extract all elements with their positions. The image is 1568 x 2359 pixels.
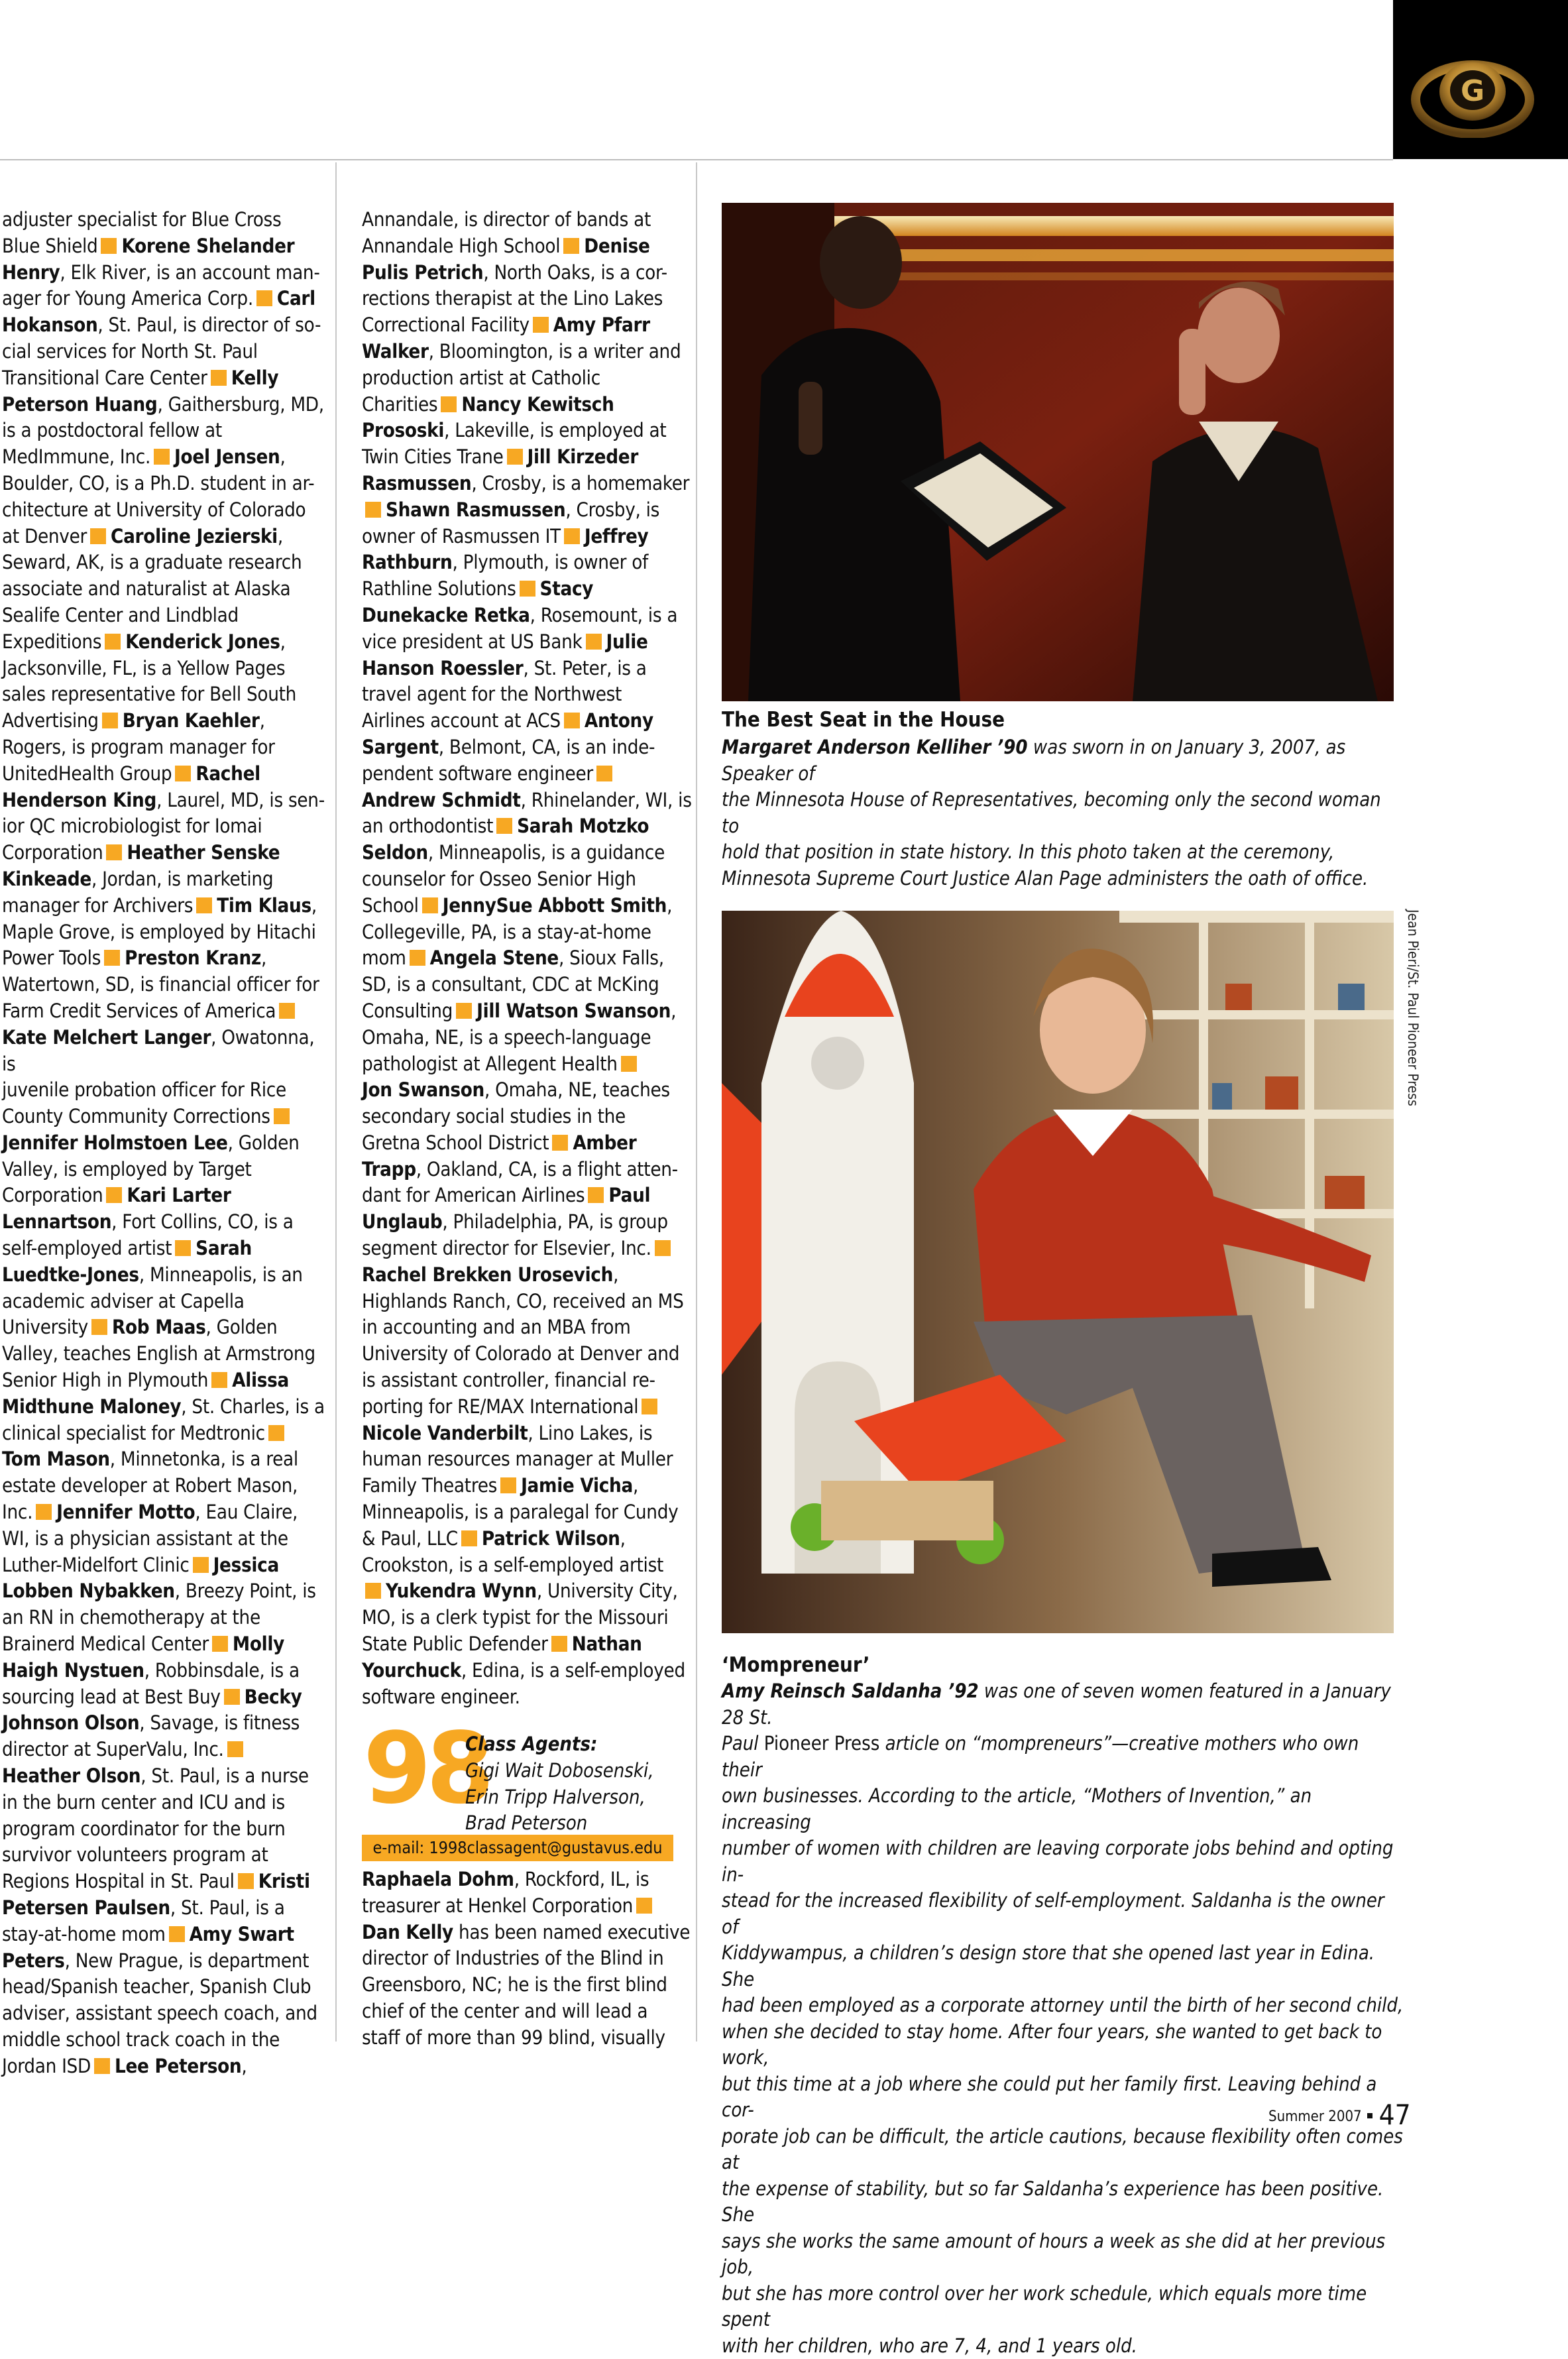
bullet-square-icon [655, 1240, 671, 1256]
bullet-square-icon [94, 2058, 110, 2074]
text-run: , Savage, is fitness director at SuperValu, Inc. [2, 1711, 300, 1761]
alumni-name: Stacy Dunekacke Retka [362, 577, 594, 626]
text-run: , St. Charles, is a clinical specialist for Medtronic [2, 1395, 325, 1444]
bullet-square-icon [154, 449, 170, 465]
alumni-name: Rachel Henderson King [2, 762, 260, 811]
alumni-name: Nancy Kewitsch Prososki [362, 392, 614, 442]
text-run: , Minneapolis, is a paralegal for Cundy & Paul, LLC [362, 1474, 679, 1550]
text-run: , Golden Valley, is employed by Target Corporation [2, 1131, 300, 1207]
publication-name: Pioneer Press [763, 1732, 880, 1755]
bullet-square-icon [586, 634, 602, 650]
bullet-square-icon [552, 1135, 568, 1151]
class-ring-icon [1410, 52, 1535, 138]
bullet-square-icon [175, 766, 191, 781]
text-run: , Fort Collins, CO, is a self-employed artist [2, 1210, 294, 1260]
text-run: article on “mompreneurs”—creative mothers who own their own businesses. According to the article, “Mothers of Invention,” an increasing number of women with children are leaving corporate jobs behind and opting in- stead for the increased flexibility of self-employment. Saldanha is the owner of Kiddywampus, a children’s design store that she opened last year in Edina. She had been employed as a corporate attorney until the birth of her second child, when she decided to stay home. After four years, she wanted to get back to work, but this time at a job where she could put her family first. Leaving behind a cor- porate job can be difficult, the article cautions, because flexibility often comes at the expense of stability, but so far Saldanha’s experience has been positive. She says she works the same amount of hours a week as she did at her previous job, but she has more control over her work schedule, which equals more time spent with her children, who are 7, 4, and 1 years old. [722, 1732, 1404, 2357]
text-run: , New Prague, is department head/Spanish teacher, Spanish Club adviser, assistant speech coach, and middle school track coach in the Jordan ISD [2, 1949, 317, 2077]
class-year-heading: 98 [363, 1711, 489, 1825]
bullet-square-icon [596, 766, 612, 781]
bullet-square-icon [106, 844, 122, 860]
alumni-name: Kari Larter Lennartson [2, 1184, 231, 1234]
bullet-square-icon [211, 370, 227, 386]
text-run: was sworn in on January 3, 2007, as Speaker of the Minnesota House of Representatives, becoming only the second woman to hold that position in state history. In this photo taken at the ceremony, Minnesota Supreme Court Justice Alan Page administers the oath of office. [722, 736, 1381, 890]
header-rule [0, 159, 1393, 160]
alumni-name: Kristi Petersen Paulsen [2, 1870, 310, 1919]
alumni-name: Tim Klaus [217, 893, 311, 917]
text-run: , Rosemount, is a vice president at US Bank [362, 603, 678, 653]
alumni-name: Kate Melchert Langer [2, 1025, 211, 1049]
bullet-square-icon [238, 1873, 254, 1889]
text-run: , Jacksonville, FL, is a Yellow Pages sales representative for Bell South Advertising [2, 630, 297, 732]
text-run: , Laurel, MD, is sen- ior QC microbiologist for Iomai Corporation [2, 788, 325, 864]
page-number: 47 [1378, 2099, 1411, 2131]
alumni-name: Kenderick Jones [125, 630, 280, 653]
alumni-name: Carl Hokanson [2, 287, 315, 337]
alumni-name: Jon Swanson [362, 1078, 484, 1102]
alumni-name: Yukendra Wynn [386, 1580, 537, 1603]
alumni-name: Korene Shelander Henry [2, 234, 295, 284]
footer-bullet-icon [1367, 2113, 1372, 2118]
alumni-name: Amy Reinsch Saldanha ’92 [722, 1680, 979, 1702]
text-run: , Plymouth, is owner of Rathline Solutions [362, 551, 649, 601]
text-run: , Lino Lakes, is human resources manager at Muller Family Theatres [362, 1421, 673, 1497]
text-run: , Collegeville, PA, is a stay-at-home mom [362, 893, 673, 970]
text-run: adjuster specialist for Blue Cross Blue Shield [2, 208, 282, 257]
alumni-name: Nathan Yourchuck [362, 1633, 642, 1682]
alumni-name: Antony Sargent [362, 709, 653, 758]
alumni-name: Rachel Brekken Urosevich [362, 1263, 614, 1286]
text-run: , Highlands Ranch, CO, received an MS in accounting and an MBA from University of Colorado at Denver and is assistant controller, financial re- porting for RE/MAX International [362, 1263, 684, 1418]
bullet-square-icon [533, 317, 549, 333]
bullet-square-icon [621, 1056, 637, 1072]
text-run: , Boulder, CO, is a Ph.D. student in ar- chitecture at University of Colorado at Denver [2, 445, 315, 547]
alumni-name: Molly Haigh Nystuen [2, 1633, 285, 1682]
text-run: , Oakland, CA, is a flight atten- dant for American Airlines [362, 1157, 678, 1207]
text-run: , Edina, is a self-employed software engineer. [362, 1658, 685, 1708]
text-run: , Watertown, SD, is financial officer for Farm Credit Services of America [2, 947, 319, 1022]
text-run: , Philadelphia, PA, is group segment director for Elsevier, Inc. [362, 1210, 668, 1260]
text-run: , [241, 2054, 247, 2077]
bullet-square-icon [441, 396, 457, 412]
text-run: , Breezy Point, is an RN in chemotherapy at the Brainerd Medical Center [2, 1580, 316, 1656]
alumni-name: Preston Kranz [125, 947, 262, 970]
photo2-caption-body [722, 1678, 1404, 2359]
mompreneur-photo [722, 911, 1394, 1633]
class-notes-column-2 [362, 207, 693, 1710]
text-run: , Belmont, CA, is an inde- pendent software engineer [362, 735, 655, 785]
alumni-name: Andrew Schmidt [362, 788, 521, 811]
bullet-square-icon [175, 1240, 191, 1256]
alumni-name: Alissa Midthune Maloney [2, 1369, 289, 1418]
bullet-square-icon [422, 897, 438, 913]
alumni-name: Kelly Peterson Huang [2, 366, 279, 416]
text-run: , Gaithersburg, MD, is a postdoctoral fellow at MedImmune, Inc. [2, 392, 324, 469]
alumni-name: Dan Kelly [362, 1920, 453, 1943]
bullet-square-icon [507, 449, 523, 465]
bullet-square-icon [106, 1187, 122, 1203]
alumni-name: Heather Olson [2, 1764, 141, 1788]
text-run: , Rhinelander, WI, is an orthodontist [362, 788, 692, 838]
bullet-square-icon [461, 1530, 477, 1546]
text-run: , Rockford, IL, is treasurer at Henkel Corporation [362, 1868, 649, 1917]
bullet-square-icon [169, 1926, 185, 1942]
bullet-square-icon [90, 528, 106, 544]
text-run: , St. Peter, is a travel agent for the Northwest Airlines account at ACS [362, 656, 647, 732]
text-run: , North Oaks, is a cor- rections therapist at the Lino Lakes Correctional Facility [362, 260, 667, 337]
bullet-square-icon [365, 502, 381, 518]
bullet-square-icon [636, 1898, 652, 1914]
alumni-name: Amy Pfarr Walker [362, 314, 650, 363]
bullet-square-icon [564, 528, 580, 544]
alumni-name: Jennifer Holmstoen Lee [2, 1131, 228, 1154]
bullet-square-icon [211, 1372, 227, 1388]
svg-text:G: G [1460, 74, 1485, 108]
text-run: , Omaha, NE, is a speech-language pathologist at Allegent Health [362, 999, 677, 1075]
alumni-name: Shawn Rasmussen [386, 498, 566, 521]
bullet-square-icon [563, 238, 579, 254]
alumni-name: Becky Johnson Olson [2, 1685, 302, 1735]
text-run: , Robbinsdale, is a sourcing lead at Best Buy [2, 1658, 300, 1708]
alumni-name: Angela Stene [429, 947, 559, 970]
alumni-name: Raphaela Dohm [362, 1868, 514, 1890]
swearing-in-photo [722, 203, 1394, 701]
alumni-name: Julie Hanson Roessler [362, 630, 648, 679]
bullet-square-icon [365, 1583, 381, 1599]
bullet-square-icon [105, 634, 121, 650]
issue-label: Summer 2007 [1268, 2108, 1362, 2125]
alumni-name: Tom Mason [2, 1448, 110, 1471]
bullet-square-icon [456, 1003, 472, 1019]
column-divider [696, 162, 697, 2042]
alumni-name: Sarah Motzko Seldon [362, 815, 649, 864]
text-run: , Bloomington, is a writer and production artist at Catholic Charities [362, 339, 681, 416]
bullet-square-icon [36, 1504, 52, 1520]
alumni-name: Lee Peterson [114, 2054, 242, 2077]
text-run: , Elk River, is an account man- ager for Young America Corp. [2, 260, 320, 310]
text-run: has been named executive director of Industries of the Blind in Greensboro, NC; he is the first blind chief of the center and will lead a staff of more than 99 blind, visually [362, 1920, 691, 2049]
text-run: , Omaha, NE, teaches secondary social studies in the Gretna School District [362, 1078, 670, 1154]
text-run: , Jordan, is marketing manager for Archivers [2, 867, 274, 917]
photo1-caption-title: The Best Seat in the House [722, 708, 1005, 732]
alumni-name: Jessica Lobben Nybakken [2, 1553, 279, 1603]
alumni-name: Margaret Anderson Kelliher ’90 [722, 736, 1028, 758]
bullet-square-icon [564, 713, 580, 728]
text-run: , Maple Grove, is employed by Hitachi Power Tools [2, 893, 317, 970]
bullet-square-icon [256, 290, 272, 306]
bullet-square-icon [193, 1557, 209, 1573]
column-divider [335, 162, 337, 2042]
alumni-name: Bryan Kaehler [122, 709, 260, 732]
text-run: , Seward, AK, is a graduate research associate and naturalist at Alaska Sealife Center and Lindblad Expeditions [2, 524, 302, 653]
class-agents-label: Class Agents: [465, 1733, 598, 1755]
photo2-caption-title: ‘Mompreneur’ [722, 1653, 870, 1677]
bullet-square-icon [279, 1003, 295, 1019]
alumni-name: Jill Kirzeder Rasmussen [362, 445, 639, 494]
text-run: , St. Paul, is a stay-at-home mom [2, 1896, 285, 1945]
bullet-square-icon [91, 1319, 107, 1335]
text-run: , Crookston, is a self-employed artist [362, 1526, 664, 1576]
alumni-name: Nicole Vanderbilt [362, 1421, 528, 1444]
alumni-name: JennySue Abbott Smith [442, 893, 667, 917]
bullet-square-icon [224, 1689, 240, 1705]
alumni-name: Amy Swart Peters [2, 1922, 294, 1972]
bullet-square-icon [520, 581, 535, 597]
bullet-square-icon [102, 713, 118, 728]
alumni-name: Joel Jensen [174, 445, 280, 469]
text-run: , Lakeville, is employed at Twin Cities Trane [362, 419, 667, 469]
bullet-square-icon [104, 950, 120, 966]
bullet-square-icon [227, 1741, 243, 1757]
bullet-square-icon [101, 238, 117, 254]
alumni-name: Jamie Vicha [521, 1474, 633, 1497]
bullet-square-icon [196, 897, 212, 913]
class-notes-column-2-continued [362, 1867, 693, 2051]
photo1-caption-body [722, 734, 1398, 892]
alumni-name: Jill Watson Swanson [476, 999, 671, 1022]
text-run: , Rogers, is program manager for UnitedHealth Group [2, 709, 275, 785]
bullet-square-icon [500, 1477, 516, 1493]
text-run: , Minnetonka, is a real estate developer at Robert Mason, Inc. [2, 1448, 298, 1524]
text-run: Annandale, is director of bands at Annandale High School [362, 208, 651, 257]
bullet-square-icon [551, 1636, 567, 1652]
alumni-name: Amber Trapp [362, 1131, 637, 1180]
text-run: , Owatonna, is juvenile probation officer for Rice County Community Corrections [2, 1025, 315, 1128]
bullet-square-icon [588, 1187, 604, 1203]
photo-credit: Jean Pieri/St. Paul Pioneer Press [1405, 909, 1421, 1106]
text-run: , Minneapolis, is an academic adviser at Capella University [2, 1263, 303, 1339]
class-notes-column-1 [2, 207, 330, 2080]
text-run: , Sioux Falls, SD, is a consultant, CDC at McKing Consulting [362, 947, 664, 1022]
bullet-square-icon [268, 1425, 284, 1441]
text-run: , Golden Valley, teaches English at Armstrong Senior High in Plymouth [2, 1316, 315, 1392]
text-run: , Crosby, is owner of Rasmussen IT [362, 498, 660, 547]
bullet-square-icon [410, 950, 425, 966]
class-agent-email[interactable]: e-mail: 1998classagent@gustavus.edu [362, 1835, 673, 1861]
text-run: , University City, MO, is a clerk typist for the Missouri State Public Defender [362, 1580, 678, 1656]
class-agents-names: Gigi Wait Dobosenski, Erin Tripp Halverson, Brad Peterson [465, 1759, 654, 1834]
text-run: was one of seven women featured in a January 28 St. Paul [722, 1680, 1391, 1755]
text-run: , St. Paul, is a nurse in the burn center and ICU and is program coordinator for the burn survivor volunteers program at Regions Hospital in St. Paul [2, 1764, 309, 1893]
bullet-square-icon [212, 1636, 228, 1652]
text-run: , St. Paul, is director of so- cial services for North St. Paul Transitional Care Center [2, 314, 321, 389]
alumni-name: Heather Senske Kinkeade [2, 841, 280, 890]
alumni-name: Caroline Jezierski [111, 524, 278, 547]
alumni-name: Rob Maas [111, 1316, 206, 1339]
bullet-square-icon [642, 1399, 657, 1414]
text-run: , Minneapolis, is a guidance counselor for Osseo Senior High School [362, 841, 665, 917]
bullet-square-icon [274, 1108, 290, 1124]
alumni-name: Sarah Luedtke-Jones [2, 1237, 252, 1286]
alumni-name: Jeffrey Rathburn [362, 524, 649, 574]
text-run: , Crosby, is a homemaker [471, 471, 690, 494]
alumni-name: Paul Unglaub [362, 1184, 651, 1234]
text-run: , Eau Claire, WI, is a physician assistant at the Luther-Midelfort Clinic [2, 1501, 298, 1576]
bullet-square-icon [496, 818, 512, 834]
alumni-name: Patrick Wilson [481, 1526, 620, 1550]
alumni-name: Denise Pulis Petrich [362, 234, 650, 284]
alumni-name: Jennifer Motto [56, 1501, 196, 1524]
